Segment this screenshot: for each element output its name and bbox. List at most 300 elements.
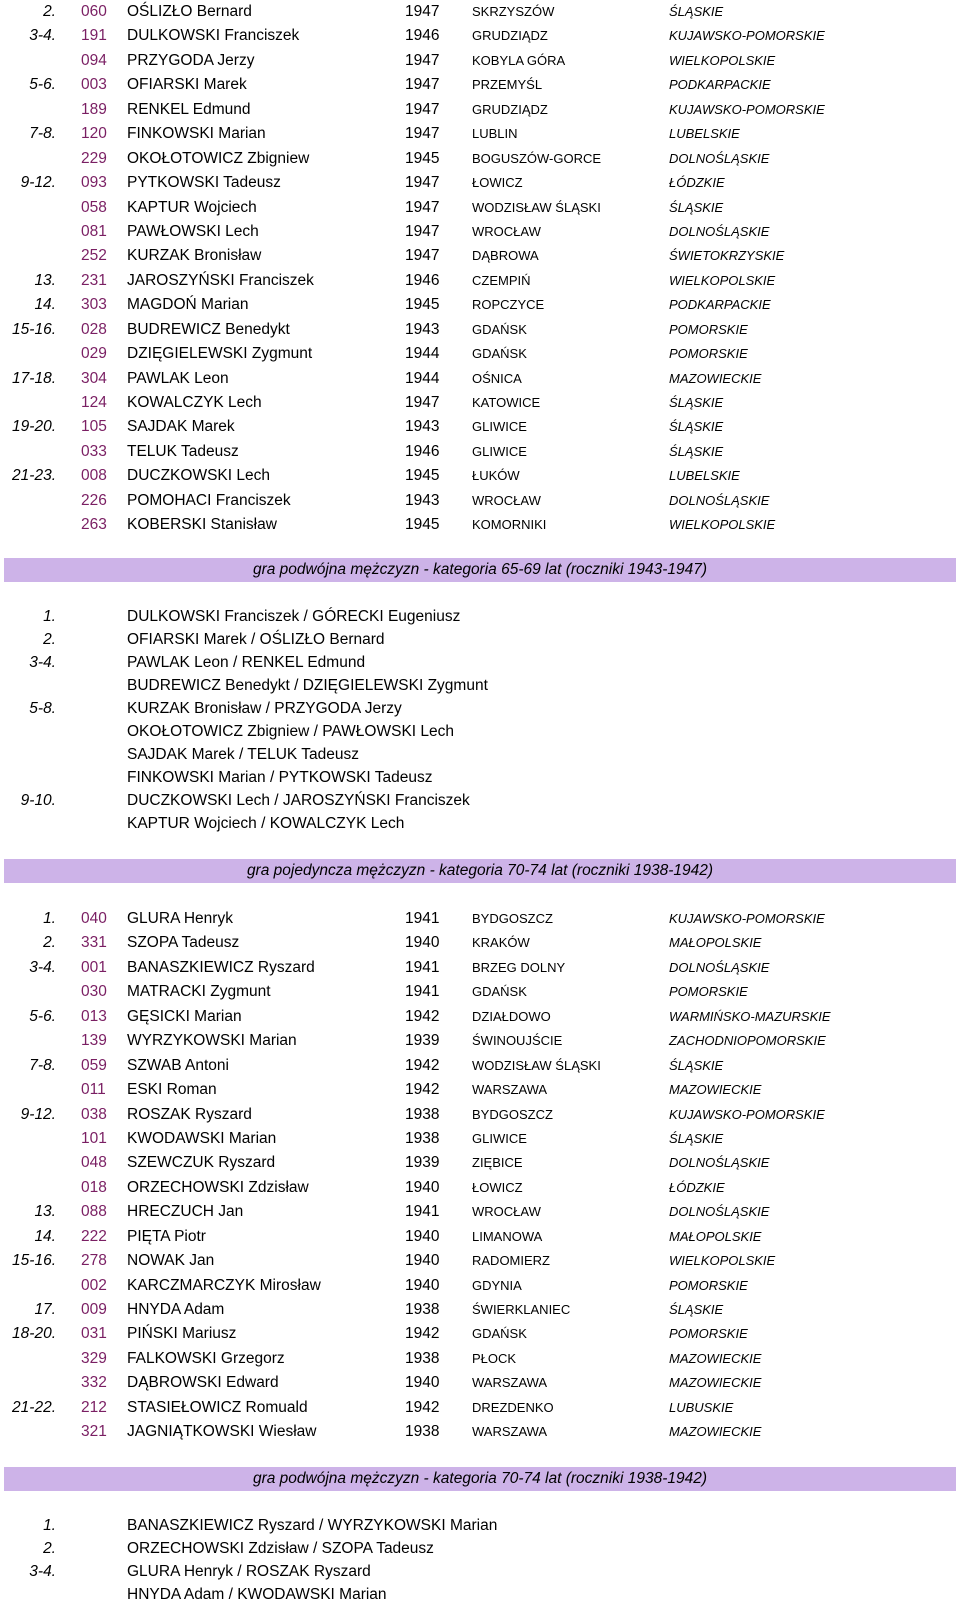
place-label: 18-20.: [12, 1325, 56, 1343]
place-label: 13.: [34, 271, 56, 289]
birth-year: 1947: [405, 76, 440, 94]
player-name: FINKOWSKI Marian: [127, 125, 266, 143]
player-city: GLIWICE: [472, 419, 527, 435]
player-name: KWODAWSKI Marian: [127, 1129, 277, 1147]
result-row: [0, 1029, 960, 1053]
result-row: [0, 1103, 960, 1127]
player-name: DUCZKOWSKI Lech: [127, 467, 270, 485]
place-label: 5-8.: [29, 700, 56, 717]
place-label: 2.: [43, 631, 56, 648]
player-region: MAZOWIECKIE: [669, 370, 762, 386]
birth-year: 1938: [405, 1423, 440, 1441]
result-row: [0, 440, 960, 464]
result-row: [0, 1347, 960, 1371]
player-number: 029: [81, 345, 107, 363]
player-number: 321: [81, 1423, 107, 1441]
place-label: 9-12.: [20, 174, 56, 192]
player-name: WYRZYKOWSKI Marian: [127, 1032, 297, 1050]
player-city: SKRZYSZÓW: [472, 4, 555, 19]
birth-year: 1944: [405, 345, 440, 363]
player-city: GRUDZIĄDZ: [472, 101, 548, 117]
player-number: 033: [81, 442, 107, 460]
player-region: PODKARPACKIE: [669, 77, 771, 93]
birth-year: 1947: [405, 394, 440, 411]
birth-year: 1942: [405, 1007, 440, 1025]
player-region: LUBELSKIE: [669, 468, 740, 484]
pair-names: GLURA Henryk / ROSZAK Ryszard: [127, 1563, 371, 1580]
place-label: 21-23.: [12, 467, 56, 485]
result-row: [0, 1054, 960, 1078]
player-name: KURZAK Bronisław: [127, 247, 262, 265]
birth-year: 1945: [405, 516, 440, 534]
result-row: [0, 293, 960, 317]
doubles-result-row: [0, 720, 960, 743]
player-region: ŚLĄSKIE: [669, 395, 724, 410]
doubles-65-69-banner: gra podwójna mężczyzn - kategoria 65-69 lat (roczniki 1943-1947): [4, 558, 956, 582]
player-region: ŚLĄSKIE: [669, 1130, 724, 1146]
pair-names: BANASZKIEWICZ Ryszard / WYRZYKOWSKI Marian: [127, 1517, 498, 1534]
player-name: HNYDA Adam: [127, 1301, 225, 1318]
birth-year: 1941: [405, 1203, 440, 1221]
player-city: RADOMIERZ: [472, 1253, 550, 1269]
player-name: KAPTUR Wojciech: [127, 198, 257, 216]
player-number: 229: [81, 149, 107, 167]
player-region: WIELKOPOLSKIE: [669, 52, 776, 68]
player-number: 105: [81, 418, 107, 436]
result-row: [0, 342, 960, 366]
player-number: 222: [81, 1227, 107, 1245]
place-label: 2.: [43, 3, 56, 20]
player-number: 094: [81, 51, 107, 69]
result-row: [0, 489, 960, 513]
player-city: OŚNICA: [472, 370, 522, 386]
player-region: ZACHODNIOPOMORSKIE: [669, 1033, 826, 1049]
player-city: WODZISŁAW ŚLĄSKI: [472, 199, 601, 215]
doubles-result-row: [0, 743, 960, 766]
player-city: ŚWINOUJŚCIE: [472, 1033, 563, 1049]
player-name: PAWŁOWSKI Lech: [127, 222, 259, 240]
doubles-result-row: [0, 1537, 960, 1560]
place-label: 15-16.: [12, 320, 56, 338]
player-region: MAŁOPOLSKIE: [669, 1228, 762, 1244]
player-city: DZIAŁDOWO: [472, 1008, 551, 1024]
birth-year: 1943: [405, 418, 440, 436]
player-number: 093: [81, 174, 107, 192]
player-number: 189: [81, 100, 107, 118]
player-number: 329: [81, 1349, 107, 1367]
player-city: BYDGOSZCZ: [472, 911, 553, 926]
player-city: KATOWICE: [472, 395, 541, 410]
birth-year: 1941: [405, 910, 440, 927]
birth-year: 1947: [405, 247, 440, 265]
result-row: [0, 391, 960, 415]
player-region: PODKARPACKIE: [669, 297, 771, 313]
player-region: ŚLĄSKIE: [669, 443, 724, 459]
player-name: NOWAK Jan: [127, 1252, 215, 1270]
player-city: GDAŃSK: [472, 321, 527, 337]
singles-70-74-banner: gra pojedyncza mężczyzn - kategoria 70-74 lat (roczniki 1938-1942): [4, 859, 956, 883]
player-number: 263: [81, 516, 107, 534]
player-name: ESKI Roman: [127, 1081, 217, 1099]
player-region: DOLNOŚLĄSKIE: [669, 1155, 770, 1171]
player-city: DĄBROWA: [472, 248, 539, 264]
doubles-70-74-results: [0, 1514, 960, 1606]
player-city: ŁOWICZ: [472, 1179, 523, 1195]
singles-65-69-results: [0, 0, 960, 538]
player-name: SZOPA Tadeusz: [127, 934, 240, 952]
player-number: 101: [81, 1129, 107, 1147]
result-row: [0, 415, 960, 439]
doubles-70-74-banner: gra podwójna mężczyzn - kategoria 70-74 lat (roczniki 1938-1942): [4, 1467, 956, 1491]
result-row: [0, 931, 960, 955]
place-label: 3-4.: [29, 654, 56, 671]
birth-year: 1944: [405, 369, 440, 387]
player-number: 060: [81, 3, 107, 20]
player-city: CZEMPIŃ: [472, 272, 531, 288]
birth-year: 1946: [405, 271, 440, 289]
place-label: 3-4.: [29, 27, 56, 45]
result-row: [0, 1249, 960, 1273]
birth-year: 1940: [405, 1374, 440, 1392]
player-city: GLIWICE: [472, 443, 527, 459]
birth-year: 1947: [405, 100, 440, 118]
result-row: [0, 1322, 960, 1346]
player-name: MATRACKI Zygmunt: [127, 983, 271, 1001]
player-city: ŁUKÓW: [472, 468, 520, 484]
player-city: WROCŁAW: [472, 223, 541, 239]
place-label: 17-18.: [12, 369, 56, 387]
player-name: RENKEL Edmund: [127, 100, 251, 118]
player-number: 124: [81, 394, 107, 411]
player-number: 030: [81, 983, 107, 1001]
doubles-result-row: [0, 789, 960, 812]
player-region: ŚLĄSKIE: [669, 1057, 724, 1073]
place-label: 14.: [34, 1227, 56, 1245]
player-city: KRAKÓW: [472, 935, 530, 951]
result-row: [0, 318, 960, 342]
player-region: LUBELSKIE: [669, 126, 740, 142]
player-city: ŁOWICZ: [472, 175, 523, 191]
place-label: 17.: [34, 1301, 56, 1318]
result-row: [0, 122, 960, 146]
result-row: [0, 0, 960, 24]
birth-year: 1939: [405, 1154, 440, 1172]
birth-year: 1941: [405, 983, 440, 1001]
player-name: JAGNIĄTKOWSKI Wiesław: [127, 1423, 317, 1441]
birth-year: 1943: [405, 491, 440, 509]
player-name: SAJDAK Marek: [127, 418, 235, 436]
player-number: 331: [81, 934, 107, 952]
player-name: PIĘTA Piotr: [127, 1227, 206, 1245]
player-region: KUJAWSKO-POMORSKIE: [669, 28, 825, 44]
player-region: DOLNOŚLĄSKIE: [669, 1204, 770, 1220]
player-name: OŚLIZŁO Bernard: [127, 3, 252, 20]
doubles-result-row: [0, 1583, 960, 1606]
place-label: 3-4.: [29, 1563, 56, 1580]
result-row: [0, 1274, 960, 1298]
player-city: GDAŃSK: [472, 984, 527, 1000]
player-city: GDAŃSK: [472, 1326, 527, 1342]
birth-year: 1947: [405, 198, 440, 216]
player-name: BANASZKIEWICZ Ryszard: [127, 958, 315, 976]
place-label: 1.: [43, 1517, 56, 1534]
pair-names: HNYDA Adam / KWODAWSKI Marian: [127, 1586, 387, 1603]
player-name: SZEWCZUK Ryszard: [127, 1154, 276, 1172]
player-name: PAWLAK Leon: [127, 369, 229, 387]
result-row: [0, 1151, 960, 1175]
result-row: [0, 49, 960, 73]
player-number: 212: [81, 1398, 107, 1416]
pair-names: DULKOWSKI Franciszek / GÓRECKI Eugeniusz: [127, 608, 461, 625]
place-label: 3-4.: [29, 958, 56, 976]
player-region: POMORSKIE: [669, 321, 748, 337]
player-number: 088: [81, 1203, 107, 1221]
player-region: MAZOWIECKIE: [669, 1082, 762, 1098]
place-label: 2.: [43, 1540, 56, 1557]
player-number: 011: [81, 1081, 106, 1099]
result-row: [0, 1127, 960, 1151]
result-row: [0, 1420, 960, 1444]
birth-year: 1938: [405, 1349, 440, 1367]
player-name: DULKOWSKI Franciszek: [127, 27, 300, 45]
player-name: GĘSICKI Marian: [127, 1007, 242, 1025]
player-name: OKOŁOTOWICZ Zbigniew: [127, 149, 310, 167]
place-label: 19-20.: [12, 418, 56, 436]
player-city: ROPCZYCE: [472, 297, 545, 313]
place-label: 21-22.: [12, 1398, 56, 1416]
doubles-result-row: [0, 812, 960, 835]
doubles-65-69-results: [0, 605, 960, 835]
player-region: POMORSKIE: [669, 1326, 748, 1342]
player-region: LUBUSKIE: [669, 1399, 734, 1415]
player-number: 252: [81, 247, 107, 265]
player-name: PRZYGODA Jerzy: [127, 51, 255, 69]
player-number: 009: [81, 1301, 107, 1318]
player-city: KOBYLA GÓRA: [472, 52, 566, 68]
doubles-result-row: [0, 651, 960, 674]
player-region: ŚLĄSKIE: [669, 4, 724, 19]
player-number: 081: [81, 222, 107, 240]
birth-year: 1941: [405, 958, 440, 976]
player-region: ŚLĄSKIE: [669, 1302, 724, 1317]
result-row: [0, 1005, 960, 1029]
player-region: POMORSKIE: [669, 346, 748, 362]
player-city: DREZDENKO: [472, 1399, 554, 1415]
player-region: POMORSKIE: [669, 984, 748, 1000]
result-row: [0, 1371, 960, 1395]
player-name: GLURA Henryk: [127, 910, 233, 927]
result-row: [0, 464, 960, 488]
player-name: MAGDOŃ Marian: [127, 296, 249, 314]
pair-names: DUCZKOWSKI Lech / JAROSZYŃSKI Franciszek: [127, 792, 470, 809]
player-city: WARSZAWA: [472, 1375, 548, 1391]
player-region: DOLNOŚLĄSKIE: [669, 223, 770, 239]
player-name: ROSZAK Ryszard: [127, 1105, 252, 1123]
player-number: 139: [81, 1032, 107, 1050]
player-city: BOGUSZÓW-GORCE: [472, 150, 602, 166]
place-label: 15-16.: [12, 1252, 56, 1270]
player-region: KUJAWSKO-POMORSKIE: [669, 911, 825, 926]
birth-year: 1945: [405, 296, 440, 314]
player-name: DZIĘGIELEWSKI Zygmunt: [127, 345, 313, 363]
doubles-result-row: [0, 1560, 960, 1583]
player-name: STASIEŁOWICZ Romuald: [127, 1398, 308, 1416]
player-number: 040: [81, 910, 107, 927]
result-row: [0, 73, 960, 97]
place-label: 7-8.: [29, 125, 56, 143]
pair-names: KAPTUR Wojciech / KOWALCZYK Lech: [127, 815, 405, 832]
result-row: [0, 956, 960, 980]
player-name: POMOHACI Franciszek: [127, 491, 291, 509]
place-label: 1.: [43, 910, 56, 927]
player-city: WODZISŁAW ŚLĄSKI: [472, 1057, 601, 1073]
birth-year: 1946: [405, 442, 440, 460]
birth-year: 1945: [405, 149, 440, 167]
player-city: PRZEMYŚL: [472, 77, 543, 93]
player-region: ŚLĄSKIE: [669, 199, 724, 215]
birth-year: 1940: [405, 1252, 440, 1270]
player-number: 191: [81, 27, 107, 45]
player-region: MAZOWIECKIE: [669, 1350, 762, 1366]
result-row: [0, 1225, 960, 1249]
player-number: 304: [81, 369, 107, 387]
birth-year: 1947: [405, 3, 440, 20]
player-city: BRZEG DOLNY: [472, 959, 566, 975]
doubles-result-row: [0, 674, 960, 697]
place-label: 1.: [43, 608, 56, 625]
player-region: WIELKOPOLSKIE: [669, 517, 776, 533]
player-city: WROCŁAW: [472, 1204, 541, 1220]
player-number: 231: [81, 271, 107, 289]
birth-year: 1947: [405, 174, 440, 192]
result-row: [0, 244, 960, 268]
birth-year: 1938: [405, 1129, 440, 1147]
result-row: [0, 220, 960, 244]
birth-year: 1947: [405, 51, 440, 69]
birth-year: 1940: [405, 1227, 440, 1245]
doubles-result-row: [0, 1514, 960, 1537]
player-name: TELUK Tadeusz: [127, 442, 239, 460]
player-number: 226: [81, 491, 107, 509]
player-region: MAZOWIECKIE: [669, 1424, 762, 1440]
player-name: ORZECHOWSKI Zdzisław: [127, 1178, 309, 1196]
singles-70-74-results: [0, 907, 960, 1445]
pair-names: BUDREWICZ Benedykt / DZIĘGIELEWSKI Zygmunt: [127, 677, 488, 694]
result-row: [0, 367, 960, 391]
birth-year: 1940: [405, 1178, 440, 1196]
result-row: [0, 1298, 960, 1322]
player-region: KUJAWSKO-POMORSKIE: [669, 1106, 825, 1122]
birth-year: 1942: [405, 1056, 440, 1074]
player-city: LUBLIN: [472, 126, 518, 142]
player-city: WARSZAWA: [472, 1082, 548, 1098]
result-row: [0, 1200, 960, 1224]
player-city: GDAŃSK: [472, 346, 527, 362]
pair-names: ORZECHOWSKI Zdzisław / SZOPA Tadeusz: [127, 1540, 434, 1557]
birth-year: 1942: [405, 1081, 440, 1099]
player-number: 332: [81, 1374, 107, 1392]
player-region: WARMIŃSKO-MAZURSKIE: [669, 1008, 831, 1024]
place-label: 9-10.: [20, 792, 56, 809]
pair-names: KURZAK Bronisław / PRZYGODA Jerzy: [127, 700, 402, 717]
result-row: [0, 1078, 960, 1102]
player-number: 002: [81, 1276, 107, 1294]
player-city: KOMORNIKI: [472, 517, 547, 533]
player-region: MAZOWIECKIE: [669, 1375, 762, 1391]
place-label: 9-12.: [20, 1105, 56, 1123]
player-region: ŁÓDZKIE: [669, 175, 725, 191]
pair-names: PAWLAK Leon / RENKEL Edmund: [127, 654, 366, 671]
result-row: [0, 98, 960, 122]
birth-year: 1938: [405, 1105, 440, 1123]
player-name: HRECZUCH Jan: [127, 1203, 244, 1221]
player-number: 038: [81, 1105, 107, 1123]
player-region: DOLNOŚLĄSKIE: [669, 959, 770, 975]
player-city: WARSZAWA: [472, 1424, 548, 1440]
player-name: BUDREWICZ Benedykt: [127, 320, 290, 338]
player-city: PŁOCK: [472, 1350, 517, 1366]
birth-year: 1943: [405, 320, 440, 338]
birth-year: 1939: [405, 1032, 440, 1050]
birth-year: 1947: [405, 125, 440, 143]
place-label: 14.: [34, 296, 56, 314]
result-row: [0, 147, 960, 171]
result-row: [0, 269, 960, 293]
player-number: 028: [81, 320, 107, 338]
birth-year: 1942: [405, 1325, 440, 1343]
player-name: KOBERSKI Stanisław: [127, 516, 277, 534]
result-row: [0, 171, 960, 195]
birth-year: 1938: [405, 1301, 440, 1318]
player-city: GDYNIA: [472, 1277, 522, 1293]
result-row: [0, 513, 960, 537]
player-city: ŚWIERKLANIEC: [472, 1302, 571, 1317]
player-region: MAŁOPOLSKIE: [669, 935, 762, 951]
player-name: KARCZMARCZYK Mirosław: [127, 1276, 321, 1294]
pair-names: FINKOWSKI Marian / PYTKOWSKI Tadeusz: [127, 769, 433, 786]
player-region: WIELKOPOLSKIE: [669, 272, 776, 288]
birth-year: 1945: [405, 467, 440, 485]
player-city: GRUDZIĄDZ: [472, 28, 548, 44]
doubles-result-row: [0, 697, 960, 720]
player-number: 008: [81, 467, 107, 485]
player-name: DĄBROWSKI Edward: [127, 1374, 279, 1392]
player-number: 048: [81, 1154, 107, 1172]
player-number: 278: [81, 1252, 107, 1270]
place-label: 5-6.: [29, 1007, 56, 1025]
player-region: DOLNOŚLĄSKIE: [669, 150, 770, 166]
result-row: [0, 1176, 960, 1200]
player-number: 003: [81, 76, 107, 94]
pair-names: OFIARSKI Marek / OŚLIZŁO Bernard: [127, 631, 385, 648]
player-number: 120: [81, 125, 107, 143]
player-name: JAROSZYŃSKI Franciszek: [127, 271, 314, 289]
birth-year: 1942: [405, 1398, 440, 1416]
player-name: PYTKOWSKI Tadeusz: [127, 174, 281, 192]
player-city: ZIĘBICE: [472, 1155, 523, 1171]
birth-year: 1940: [405, 1276, 440, 1294]
doubles-result-row: [0, 628, 960, 651]
player-name: OFIARSKI Marek: [127, 76, 247, 94]
pair-names: SAJDAK Marek / TELUK Tadeusz: [127, 746, 360, 763]
result-row: [0, 196, 960, 220]
player-region: ŚWIETOKRZYSKIE: [669, 248, 785, 264]
player-number: 058: [81, 198, 107, 216]
birth-year: 1940: [405, 934, 440, 952]
doubles-result-row: [0, 605, 960, 628]
place-label: 5-6.: [29, 76, 56, 94]
player-number: 013: [81, 1007, 107, 1025]
